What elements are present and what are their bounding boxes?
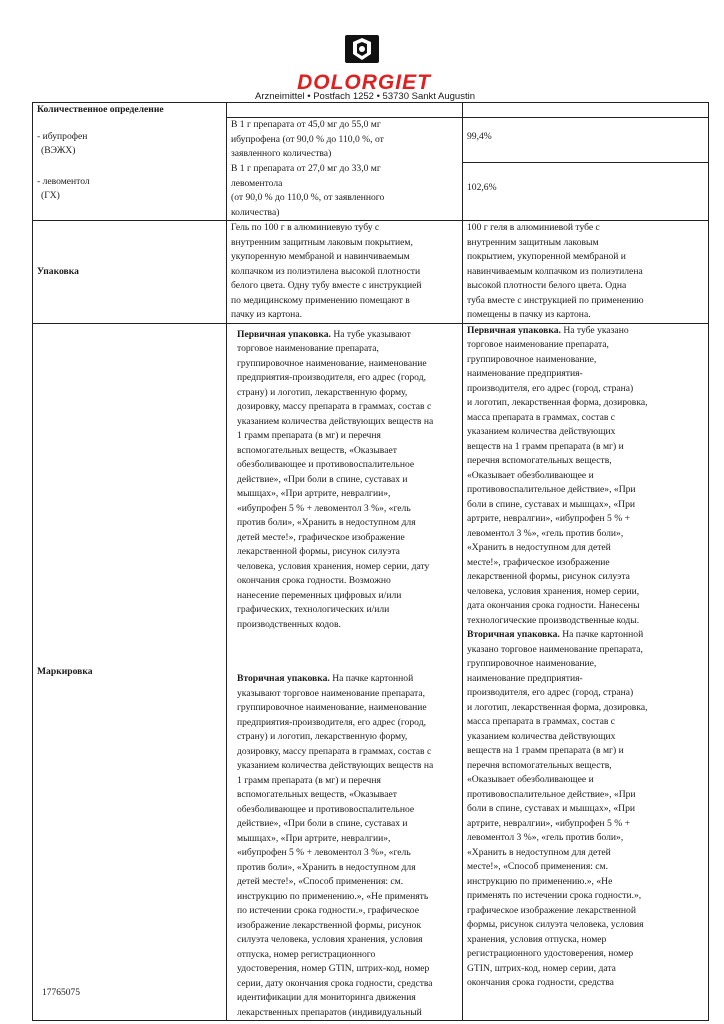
pack-spec-cell	[227, 221, 463, 324]
mark-label-cell	[33, 323, 227, 1021]
spec-line: обезболивающее и противовоспалительное	[237, 459, 415, 470]
result-line: месте!», графическое изображение	[467, 556, 610, 568]
result-line: указанием количества действующих	[467, 730, 616, 742]
ibu-result-block	[463, 117, 708, 162]
result-line: группировочное наименование,	[467, 658, 597, 669]
result-line: и логотип, лекарственная форма, дозировка,	[467, 701, 648, 713]
result-line: месте!», «Способ применения: см.	[467, 861, 609, 872]
spec-line: ибупрофена (от 90,0 % до 110,0 %, от	[231, 133, 384, 145]
spec-line: человека, условия хранения, номер серии, дату	[237, 560, 430, 572]
result-line: указано торговое наименование препарата,	[467, 643, 643, 655]
spec-line: детей месте!», «Способ применения: см.	[237, 876, 404, 887]
result-line: левоментол 3 %», «гель против боли»,	[467, 527, 624, 539]
result-line: производителя, его адрес (город, страна)	[467, 382, 634, 394]
result-line: навинчиваемым колпачком из полиэтилена	[467, 265, 643, 277]
result-line: высокой плотности белого цвета. Одна	[467, 280, 627, 291]
ibu-label: - ибупрофен	[37, 130, 88, 142]
ibu-result: 99,4%	[467, 131, 492, 142]
result-line: группировочное наименование,	[467, 353, 597, 365]
result-line: регистрационного удостоверения, номер	[467, 948, 634, 959]
spec-line: В 1 г препарата от 45,0 мг до 55,0 мг	[231, 119, 381, 130]
spec-line: нанесение переменных цифровых и/или	[237, 589, 402, 601]
result-line: противовоспалительное действие», «При	[467, 484, 636, 495]
result-line: артрите, невралгии», «ибупрофен 5 % +	[467, 817, 631, 829]
result-line: инструкцию по применению.», «Не	[467, 875, 613, 887]
mentol-result: 102,6%	[467, 182, 497, 193]
spec-line: дозировку, массу препарата в граммах, состав с	[237, 401, 432, 412]
company-address: Arzneimittel • Postfach 1252 • 53730 Sankt Augustin	[254, 91, 475, 102]
spec-line: группировочное наименование, наименование	[237, 357, 427, 369]
result-line: масса препарата в граммах, состав с	[467, 716, 616, 727]
quant-label: Количественное определение	[37, 104, 164, 115]
document-number: 17765075	[42, 988, 80, 998]
result-line: веществ на 1 грамм препарата (в мг) и	[467, 745, 624, 756]
mentol-result-block	[463, 162, 708, 196]
result-line: артрите, невралгии», «ибупрофен 5 % +	[467, 513, 631, 524]
spec-line: заявленного количества)	[231, 148, 332, 159]
spec-line: левоментола	[231, 177, 283, 189]
spec-line: лекарственных препаратов (индивидуальный	[237, 1006, 422, 1018]
spec-line: изображение лекарственной формы, рисунок	[237, 919, 422, 931]
result-line: 100 г геля в алюминиевой тубе с	[467, 222, 600, 233]
spec-line: обезболивающее и противовоспалительное	[237, 803, 415, 815]
spec-line: по медицинскому применению помещают в	[231, 294, 410, 306]
table-row-marking	[33, 323, 709, 1021]
spec-line: вспомогательных веществ, «Оказывает	[237, 789, 397, 800]
quant-result-cell	[463, 103, 709, 221]
result-line: боли в спине, суставах и мышцах», «При	[467, 498, 636, 510]
spec-line: инструкцию по применению.», «Не применять	[237, 890, 429, 902]
spec-line: мышцах», «При артрите, невралгии»,	[237, 832, 391, 844]
result-line: «Хранить в недоступном для детей	[467, 846, 611, 858]
primary-first-line	[237, 328, 458, 343]
result-line: торговое наименование препарата,	[467, 339, 609, 350]
result-line: веществ на 1 грамм препарата (в мг) и	[467, 440, 624, 452]
secondary-first: На пачке картонной	[332, 673, 414, 684]
spec-line: против боли», «Хранить в недоступном для	[237, 517, 416, 528]
spec-line: действие», «При боли в спине, суставах и	[237, 818, 408, 829]
r-primary-first: На тубе указано	[563, 324, 629, 336]
result-line: лекарственной формы, рисунок силуэта	[467, 571, 630, 582]
spec-line: удостоверения, номер GTIN, штрих-код, номер	[237, 963, 430, 974]
spec-line: предприятия-производителя, его адрес (город,	[237, 716, 426, 728]
spec-line: указывают торговое наименование препарата,	[237, 687, 426, 699]
result-line: GTIN, штрих-код, номер серии, дата	[467, 962, 616, 974]
spec-line: «ибупрофен 5 % + левоментол 3 %», «гель	[237, 502, 411, 514]
result-line: производителя, его адрес (город, страна)	[467, 687, 634, 698]
spec-line: детей месте!», графическое изображение	[237, 531, 405, 543]
mentol-spec-block	[227, 160, 462, 220]
spec-line: 1 грамм препарата (в мг) и перечня	[237, 430, 381, 441]
secondary-title: Вторичная упаковка.	[237, 673, 330, 684]
result-line: и логотип, лекарственная форма, дозировка,	[467, 397, 648, 408]
spec-line: 1 грамм препарата (в мг) и перечня	[237, 774, 381, 786]
result-line: масса препарата в граммах, состав с	[467, 411, 616, 423]
result-line: противовоспалительное действие», «При	[467, 788, 636, 800]
specification-table	[32, 102, 709, 1021]
spec-line: действие», «При боли в спине, суставах и	[237, 473, 408, 485]
pack-label: Упаковка	[37, 265, 79, 277]
result-line: левоментол 3 %», «гель против боли»,	[467, 832, 624, 843]
spec-line: графических, технологических и/или	[237, 604, 390, 615]
result-line: «Оказывает обезболивающее и	[467, 469, 594, 481]
result-line: окончания срока годности, средства	[467, 977, 614, 988]
result-line: указанием количества действующих	[467, 426, 616, 437]
logo-block	[0, 34, 724, 64]
spec-line: по истечении срока годности.», графическое	[237, 905, 419, 916]
result-line: дата окончания срока годности. Нанесены	[467, 600, 640, 611]
result-line: графическое изображение лекарственной	[467, 904, 636, 916]
result-line: «Хранить в недоступном для детей	[467, 542, 611, 553]
result-line: наименование предприятия-	[467, 672, 583, 684]
spec-line: страну) и логотип, лекарственную форму,	[237, 731, 408, 742]
mark-result-cell	[463, 323, 709, 1021]
table-row-packaging	[33, 221, 709, 324]
spec-line: окончания срока годности. Возможно	[237, 575, 391, 586]
r-primary-title: Первичная упаковка.	[467, 324, 561, 336]
spec-line: Гель по 100 г в алюминиевую тубу с	[231, 222, 380, 233]
result-line: хранения, условия отпуска, номер	[467, 933, 607, 945]
spec-line: вспомогательных веществ, «Оказывает	[237, 444, 397, 456]
spec-line: идентификации для мониторинга движения	[237, 992, 416, 1003]
brand-name: DOLORGIET	[297, 71, 431, 94]
result-line: применять по истечении срока годности.»,	[467, 890, 642, 901]
mark-spec-cell	[227, 323, 463, 1021]
result-line: перечня вспомогательных веществ,	[467, 455, 612, 466]
spec-line: предприятия-производителя, его адрес (город,	[237, 372, 426, 383]
dolorgiet-logo-icon	[344, 34, 380, 64]
result-line: человека, условия хранения, номер серии,	[467, 585, 640, 597]
spec-line: группировочное наименование, наименование	[237, 702, 427, 713]
spec-line: указанием количества действующих веществ на	[237, 415, 434, 427]
spec-line: производственных кодов.	[237, 618, 341, 630]
r-secondary-title: Вторичная упаковка.	[467, 629, 560, 640]
result-line: технологические производственные коды.	[467, 614, 640, 626]
quant-label-cell	[33, 103, 227, 221]
quant-spec-cell	[227, 103, 463, 221]
spec-line: укупоренную мембраной и навинчиваемым	[231, 251, 410, 262]
spec-line: колпачком из полиэтилена высокой плотности	[231, 265, 421, 277]
r-primary-first-line	[467, 324, 704, 339]
result-line: перечня вспомогательных веществ,	[467, 759, 612, 771]
spec-line: дозировку, массу препарата в граммах, состав с	[237, 745, 432, 757]
mentol-method: (ГХ)	[41, 190, 60, 201]
mentol-label: - левоментол	[37, 175, 90, 187]
secondary-first-line	[237, 672, 458, 687]
spec-line: силуэта человека, условия хранения, условия	[237, 934, 423, 945]
result-line: помещены в пачку из картона.	[467, 309, 591, 320]
spec-line: против боли», «Хранить в недоступном для	[237, 861, 416, 873]
spec-line: страну) и логотип, лекарственную форму,	[237, 386, 408, 398]
result-line: формы, рисунок силуэта человека, условия	[467, 919, 644, 930]
result-line: внутренним защитным лаковым	[467, 236, 599, 248]
spec-line: белого цвета. Одну тубу вместе с инструкцией	[231, 280, 422, 291]
result-line: покрытием, укупоренной мембраной и	[467, 251, 626, 262]
spec-line: внутренним защитным лаковым покрытием,	[231, 236, 413, 248]
r-secondary-first: На пачке картонной	[562, 629, 644, 640]
spec-line: лекарственной формы, рисунок силуэта	[237, 546, 400, 557]
pack-result-cell	[463, 221, 709, 324]
primary-first: На тубе указывают	[333, 328, 411, 340]
primary-title: Первичная упаковка.	[237, 328, 331, 340]
spec-line: мышцах», «При артрите, невралгии»,	[237, 488, 391, 499]
spec-line: указанием количества действующих веществ на	[237, 760, 434, 771]
spec-line: серии, дату окончания срока годности, средства	[237, 977, 433, 989]
spec-line: количества)	[231, 206, 280, 218]
spec-line: отпуска, номер регистрационного	[237, 948, 376, 960]
result-line: «Оказывает обезболивающее и	[467, 774, 594, 785]
spec-line: «ибупрофен 5 % + левоментол 3 %», «гель	[237, 847, 411, 858]
ibu-method: (ВЭЖХ)	[41, 145, 76, 156]
spec-line: В 1 г препарата от 27,0 мг до 33,0 мг	[231, 163, 381, 174]
spec-line: пачку из картона.	[231, 309, 302, 320]
result-line: боли в спине, суставах и мышцах», «При	[467, 803, 636, 814]
spec-line: (от 90,0 % до 110,0 %, от заявленного	[231, 192, 385, 203]
r-secondary-first-line	[467, 628, 704, 643]
result-line: наименование предприятия-	[467, 368, 583, 379]
table-row-quantitative	[33, 103, 709, 221]
mark-label: Маркировка	[37, 665, 93, 677]
ibu-spec-block	[227, 117, 462, 160]
result-line: туба вместе с инструкцией по применению	[467, 294, 644, 306]
spec-line: торговое наименование препарата,	[237, 343, 379, 354]
pack-label-cell	[33, 221, 227, 324]
